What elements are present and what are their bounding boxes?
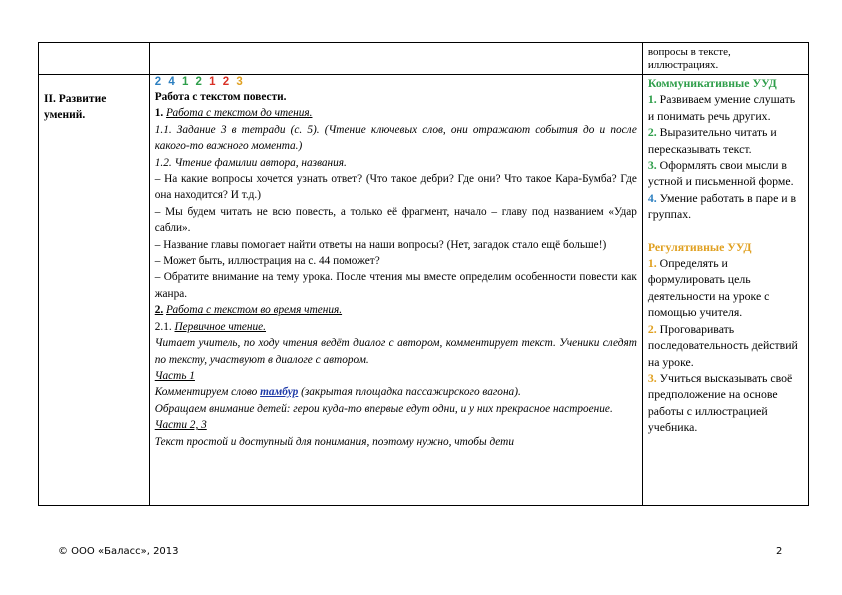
previous-row xyxy=(39,43,809,75)
communicative-item xyxy=(648,157,803,190)
last-line: Текст простой и доступный для понимания, поэтому нужно, чтобы дети xyxy=(154,435,514,448)
question-2: – Мы будем читать не всю повесть, а только её фрагмент, начало – главу под названием «Удар сабли». xyxy=(154,205,637,235)
prev-uud-cell xyxy=(642,43,808,75)
uud-list xyxy=(648,75,803,436)
task-number: 2 xyxy=(222,76,232,88)
item-text: Учиться высказывать своё предположение на основе работы с иллюстрацией учебника. xyxy=(647,370,793,435)
content-heading: Работа с текстом повести. xyxy=(154,91,287,103)
question-4: – Может быть, иллюстрация на с. 44 поможет? xyxy=(154,255,380,268)
attention-note: Обращаем внимание детей: герои куда-то впервые едут одни, и у них прекрасное настроение. xyxy=(154,402,613,415)
section-number: 2. xyxy=(154,304,164,317)
task-1-2: 1.2. Чтение фамилии автора, названия. xyxy=(154,156,347,169)
part-1-label: Часть 1 xyxy=(154,369,195,382)
task-numbers xyxy=(155,76,637,89)
communicative-item xyxy=(648,190,803,223)
comment-prefix: Комментируем слово xyxy=(154,386,261,399)
question-1: – На какие вопросы хочется узнать ответ? (Что такое дебри? Где они? Что такое Кара-Бумба? Где она находится? И т.д.) xyxy=(154,173,637,202)
vocabulary-comment xyxy=(155,384,637,400)
task-number: 3 xyxy=(236,76,245,88)
section-number: 1. xyxy=(154,107,164,120)
item-text: Выразительно читать и пересказывать текст. xyxy=(647,125,777,156)
prev-stage-cell xyxy=(39,43,150,75)
question-3: – Название главы помогает найти ответы на наши вопросы? (Нет, загадок стало ещё больше!) xyxy=(154,238,607,251)
question-5: – Обратите внимание на тему урока. После чтения мы вместе определим особенности повести как жанра. xyxy=(154,271,637,300)
parts-2-3-label: Части 2, 3 xyxy=(154,419,207,432)
prev-content-cell xyxy=(149,43,642,75)
copyright-footer: © ООО «Баласс», 2013 xyxy=(58,546,179,557)
task-number: 4 xyxy=(168,76,177,88)
communicative-item xyxy=(648,91,803,124)
section-title: Работа с текстом во время чтения. xyxy=(166,304,343,317)
section-1-title xyxy=(155,105,637,121)
page-number: 2 xyxy=(776,546,783,557)
task-1-1: 1.1. Задание 3 в тетради (с. 5). (Чтение ключевых слов, они отражают события до и после какого-то важного момента.) xyxy=(154,123,637,153)
item-number: 3. xyxy=(647,158,657,173)
item-text: Умение работать в паре и в группах. xyxy=(647,190,797,222)
item-text: Развиваем умение слушать и понимать речь других. xyxy=(647,92,796,123)
task-number: 2 xyxy=(195,76,204,88)
prev-uud-text: вопросы в тексте, иллюстрациях. xyxy=(647,46,731,71)
regulatory-uud-title: Регулятивные УУД xyxy=(647,239,752,254)
stage-cell xyxy=(39,75,150,506)
regulatory-item xyxy=(648,255,803,321)
content-cell xyxy=(149,75,642,506)
task-number: 2 xyxy=(154,76,164,88)
lesson-content xyxy=(155,89,637,450)
item-number: 2. xyxy=(647,321,657,336)
regulatory-item xyxy=(648,370,803,436)
section-title: Работа с текстом до чтения. xyxy=(166,107,313,120)
communicative-uud-title: Коммуникативные УУД xyxy=(647,76,777,90)
section-2-title xyxy=(155,302,637,318)
lesson-plan-table xyxy=(38,42,809,506)
item-number: 4. xyxy=(647,190,657,205)
item-text: Определять и формулировать цель деятельности на уроке с помощью учителя. xyxy=(647,256,770,320)
task-2-1 xyxy=(155,319,637,335)
task-title: Первичное чтение. xyxy=(174,320,267,333)
comment-suffix: (закрытая площадка пассажирского вагона). xyxy=(298,386,521,399)
item-text: Проговаривать последовательность действий на уроке. xyxy=(647,321,798,369)
item-number: 2. xyxy=(647,125,657,140)
task-number: 1 xyxy=(181,76,191,88)
item-number: 1. xyxy=(647,256,657,271)
item-number: 1. xyxy=(647,92,657,107)
task-number-label: 2.1. xyxy=(154,320,172,333)
spacer xyxy=(648,223,803,239)
item-number: 3. xyxy=(647,370,657,385)
development-row xyxy=(39,75,809,506)
stage-title: II. Развитие умений. xyxy=(44,93,107,121)
highlighted-word: тамбур xyxy=(260,386,299,399)
regulatory-item xyxy=(648,321,803,370)
uud-cell xyxy=(642,75,808,506)
reading-description: Читает учитель, по ходу чтения ведёт диалог с автором, комментирует текст. Ученики следят по тексту, участвуют в диалоге с автором. xyxy=(154,337,637,366)
task-number: 1 xyxy=(209,76,218,88)
item-text: Оформлять свои мысли в устной и письменной форме. xyxy=(647,158,794,189)
communicative-item xyxy=(648,124,803,157)
